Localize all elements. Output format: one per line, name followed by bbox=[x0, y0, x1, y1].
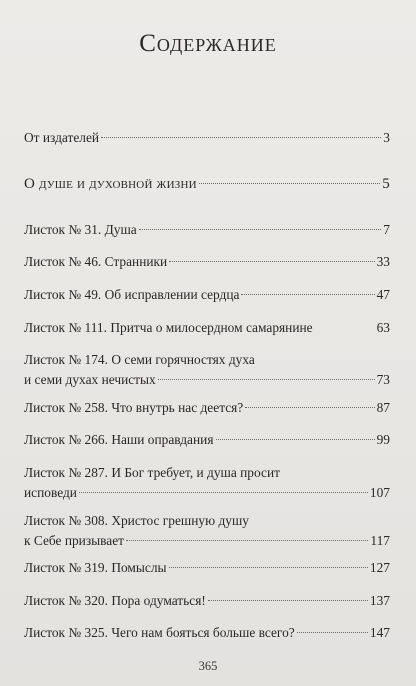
toc-page-number: 63 bbox=[376, 320, 390, 335]
dot-leader bbox=[126, 540, 368, 541]
toc-entry[interactable] bbox=[24, 350, 390, 390]
toc-entry-title: Листок № 287. И Бог требует, и душа просит bbox=[24, 465, 280, 480]
toc-page-number: 33 bbox=[376, 254, 390, 269]
toc-entry[interactable] bbox=[24, 398, 390, 418]
toc-page-number: 47 bbox=[376, 287, 390, 302]
dot-leader bbox=[169, 261, 374, 262]
dot-leader bbox=[158, 379, 375, 380]
toc-entry[interactable] bbox=[24, 220, 390, 240]
toc-entry-title: Листок № 174. О семи горячностях духа bbox=[24, 352, 255, 367]
toc-entry-title: Листок № 266. Наши оправдания bbox=[24, 432, 214, 447]
toc-entry-title: От издателей bbox=[24, 130, 100, 145]
page-title: Содержание bbox=[139, 30, 277, 57]
toc-entry-title: Листок № 31. Душа bbox=[24, 222, 137, 237]
toc-entry-title: Листок № 258. Что внутрь нас деется? bbox=[24, 400, 244, 415]
dot-leader bbox=[139, 229, 382, 230]
dot-leader bbox=[297, 632, 368, 633]
dot-leader bbox=[216, 439, 375, 440]
toc-entry-title: к Себе призывает bbox=[24, 533, 125, 548]
toc-entry-title: Листок № 320. Пора одуматься! bbox=[24, 593, 206, 608]
toc-entry-title: Листок № 49. Об исправлении сердца bbox=[24, 287, 240, 302]
dot-leader bbox=[79, 492, 368, 493]
toc-page-number: 3 bbox=[383, 130, 390, 145]
dot-leader bbox=[199, 183, 381, 184]
toc-page-number: 87 bbox=[376, 400, 390, 415]
toc-entry-title: исповеди bbox=[24, 485, 77, 500]
toc-page-number: 137 bbox=[369, 593, 390, 608]
toc-page-number: 107 bbox=[369, 485, 390, 500]
toc-entry[interactable] bbox=[24, 285, 390, 305]
dot-leader bbox=[241, 294, 374, 295]
dot-leader bbox=[208, 600, 368, 601]
toc-entry[interactable] bbox=[24, 591, 390, 611]
toc-entry-title: и семи духах нечистых bbox=[24, 372, 156, 387]
toc-entry[interactable] bbox=[24, 558, 390, 578]
toc-page-number: 7 bbox=[383, 222, 390, 237]
toc-entry[interactable] bbox=[24, 463, 390, 503]
toc-entry-title: Листок № 111. Притча о милосердном самарянине bbox=[24, 320, 313, 335]
dot-leader bbox=[169, 567, 368, 568]
toc-entry-title: Листок № 325. Чего нам бояться больше всего? bbox=[24, 625, 295, 640]
dot-leader bbox=[101, 137, 381, 138]
toc-entry[interactable] bbox=[24, 252, 390, 272]
dot-leader bbox=[245, 407, 374, 408]
toc-entry[interactable] bbox=[24, 623, 390, 643]
toc-section-entry[interactable] bbox=[24, 174, 390, 194]
toc-entry[interactable] bbox=[24, 511, 390, 551]
page-number: 365 bbox=[198, 659, 218, 673]
toc-page-number: 147 bbox=[369, 625, 390, 640]
toc-entry[interactable] bbox=[24, 318, 390, 338]
toc-page-number: 5 bbox=[382, 176, 390, 192]
toc-entry[interactable] bbox=[24, 128, 390, 148]
toc-page-number: 127 bbox=[369, 560, 390, 575]
toc-entry-title: Листок № 319. Помыслы bbox=[24, 560, 167, 575]
toc-page-number: 73 bbox=[376, 372, 390, 387]
toc-entry[interactable] bbox=[24, 430, 390, 450]
toc-entry-title: Листок № 46. Странники bbox=[24, 254, 168, 269]
toc-page-number: 99 bbox=[376, 432, 390, 447]
toc-entry-title: О душе и духовной жизни bbox=[24, 176, 197, 192]
toc-entry-title: Листок № 308. Христос грешную душу bbox=[24, 513, 249, 528]
toc-page-number: 117 bbox=[370, 533, 390, 548]
